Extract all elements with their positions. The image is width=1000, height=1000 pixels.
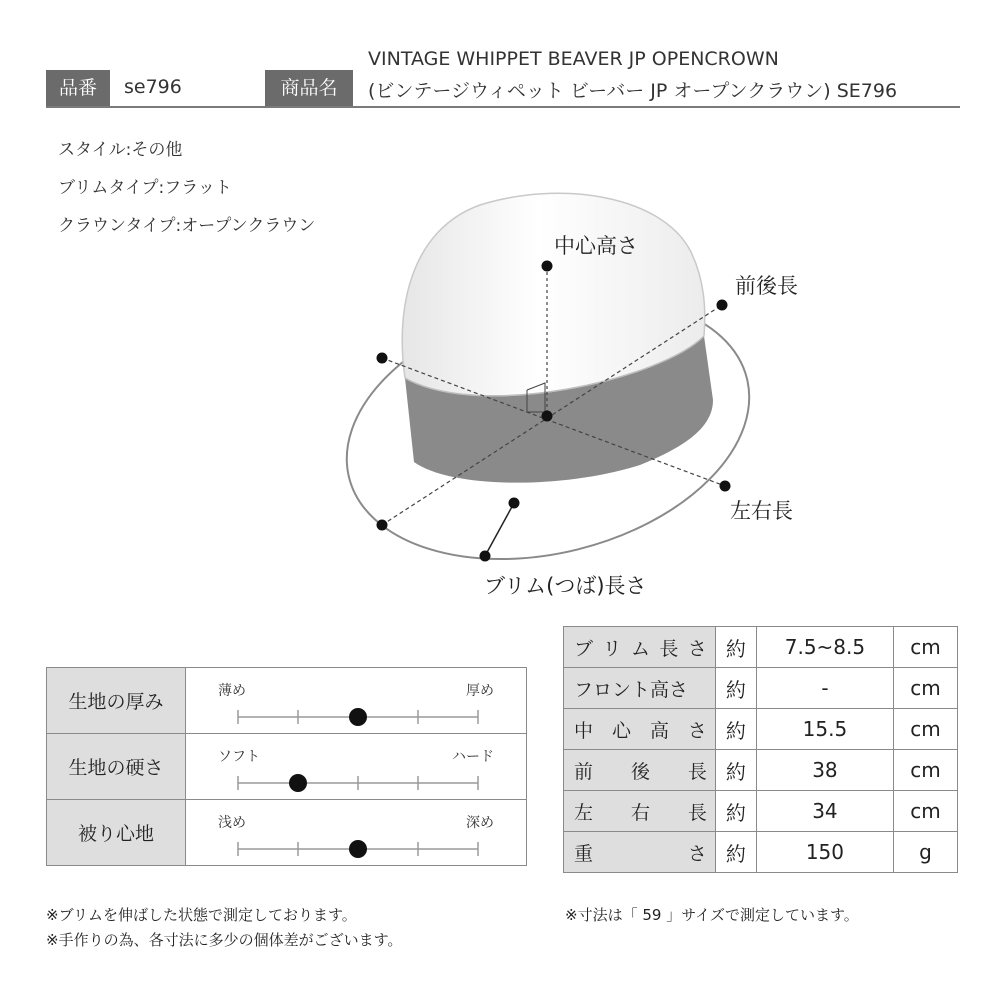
dimension-row [564,832,958,873]
fabric-scale [186,734,527,800]
dimension-approx: 約 [715,709,756,750]
dimension-value: 34 [756,791,893,832]
scale-marker [289,774,307,792]
dimension-value: 15.5 [756,709,893,750]
dimension-name-char: 後 [630,760,650,783]
dimension-name-char: さ [687,637,707,660]
scale-right-label: 厚め [466,683,494,699]
scale-left-label: 薄め [218,683,246,699]
dimension-name-char: 心 [611,719,631,742]
fabric-table [46,667,527,866]
scale-right-label: ハード [452,749,494,765]
scale-track [186,800,526,865]
dimension-name-char: 長 [687,801,707,824]
dimension-value: 7.5~8.5 [756,627,893,668]
dimension-unit: cm [894,627,958,668]
scale-track [186,668,526,733]
dimension-value: - [756,668,893,709]
crown-top-point [542,261,553,272]
dimension-row [564,791,958,832]
dimension-name-char: さ [687,719,707,742]
dimension-name-char: リ [602,637,622,660]
dimension-name [564,750,716,791]
brim-edge-point [480,551,491,562]
spec-brim-type: ブリムタイプ:フラット [58,178,232,198]
dimension-approx: 約 [715,832,756,873]
dimension-name-char: 長 [659,637,679,660]
fabric-label: 被り心地 [47,800,186,866]
back-point [377,520,388,531]
note-brim-measure: ※ブリムを伸ばした状態で測定しております。 [46,906,357,924]
fabric-label: 生地の厚み [47,668,186,734]
product-name-line1: VINTAGE WHIPPET BEAVER JP OPENCROWN [368,48,779,70]
label-left-right: 左右長 [730,499,793,523]
label-brim-length: ブリム(つば)長さ [484,574,647,598]
dimension-name-char: さ [687,842,707,865]
dimension-name-char: 重 [574,842,594,865]
left-point [377,353,388,364]
dimension-row [564,668,958,709]
scale-marker [349,840,367,858]
dimension-unit: cm [894,709,958,750]
dimensions-table [563,626,958,873]
product-name-label: 商品名 [265,70,353,106]
dimension-name [564,668,716,709]
scale-left-label: 浅め [218,815,246,831]
scale-marker [349,708,367,726]
front-point [717,300,728,311]
item-number: se796 [124,76,182,98]
note-handmade: ※手作りの為、各寸法に多少の個体差がございます。 [46,931,403,949]
dimension-name-char: 中 [574,719,594,742]
band-point [509,498,520,509]
dimension-unit: g [894,832,958,873]
fabric-row [47,734,527,800]
dimension-unit: cm [894,791,958,832]
label-front-back: 前後長 [735,274,798,298]
dimension-name-char: 右 [630,801,650,824]
fabric-row [47,668,527,734]
product-name-line2: (ビンテージウィペット ビーバー JP オープンクラウン) SE796 [368,80,898,102]
dimension-name-char: ブ [574,637,594,660]
dimension-unit: cm [894,750,958,791]
fabric-row [47,800,527,866]
fabric-label: 生地の硬さ [47,734,186,800]
scale-right-label: 深め [466,815,494,831]
label-crown-height: 中心高さ [554,234,638,258]
dimension-value: 150 [756,832,893,873]
fabric-scale [186,800,527,866]
scale-left-label: ソフト [218,749,260,765]
dimension-name [564,791,716,832]
fabric-scale [186,668,527,734]
dimension-name-char: 左 [574,801,594,824]
dimension-name [564,627,716,668]
center-point [542,411,553,422]
dimension-name [564,709,716,750]
dimension-name-text: フロント高さ [574,678,689,701]
dimension-value: 38 [756,750,893,791]
dimension-name-char: 長 [687,760,707,783]
dimension-row [564,709,958,750]
dimension-unit: cm [894,668,958,709]
dimension-row [564,750,958,791]
dimension-name [564,832,716,873]
dimension-name-char: 前 [574,760,594,783]
dimension-approx: 約 [715,668,756,709]
dimension-name-char: 高 [649,719,669,742]
scale-track [186,734,526,799]
note-size: ※寸法は「 59 」サイズで測定しています。 [565,906,859,924]
spec-crown-type: クラウンタイプ:オープンクラウン [58,216,316,236]
spec-style: スタイル:その他 [58,140,183,160]
dimension-approx: 約 [715,791,756,832]
dimension-approx: 約 [715,750,756,791]
dimension-approx: 約 [715,627,756,668]
item-number-label: 品番 [46,70,110,106]
dimension-name-char: ム [630,637,650,660]
right-point [720,481,731,492]
dimension-row [564,627,958,668]
